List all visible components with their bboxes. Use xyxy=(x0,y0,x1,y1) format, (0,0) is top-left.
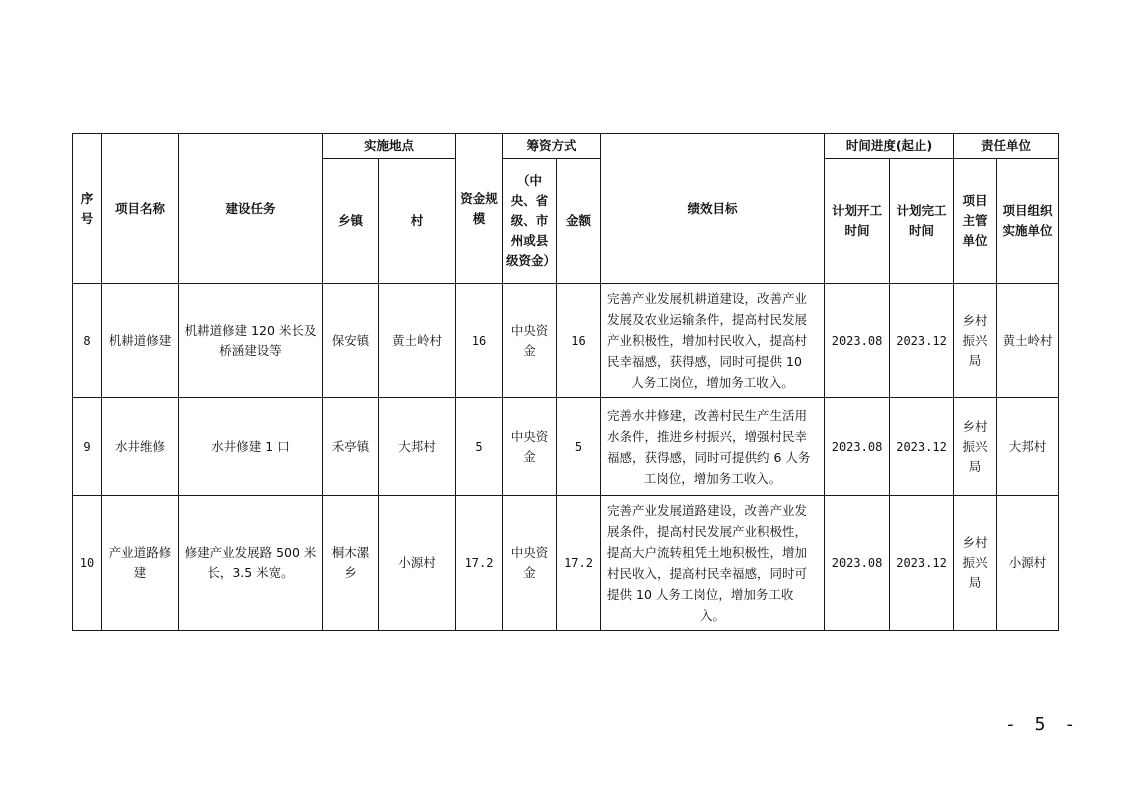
header-fund-source: （中央、省级、市州或县级资金） xyxy=(503,159,557,284)
performance-text: 完善产业发展道路建设，改善产业发展条件，提高村民发展产业积极性，提高大户流转租凭土地积极性，增加村民收入，提高村民幸福感，同时可提供 10 人务工岗位，增加务工收入。 xyxy=(607,503,808,623)
cell-task: 水井修建 1 口 xyxy=(179,398,323,496)
cell-project-name: 产业道路修建 xyxy=(102,496,179,631)
cell-plan-start: 2023.08 xyxy=(825,496,890,631)
header-implementer: 项目组织实施单位 xyxy=(997,159,1059,284)
header-performance: 绩效目标 xyxy=(601,134,825,284)
cell-fund-source: 中央资金 xyxy=(503,496,557,631)
cell-village: 小源村 xyxy=(379,496,456,631)
cell-town: 禾亭镇 xyxy=(323,398,379,496)
cell-implementer: 小源村 xyxy=(997,496,1059,631)
cell-plan-start: 2023.08 xyxy=(825,398,890,496)
cell-fund-scale: 5 xyxy=(456,398,503,496)
cell-implementer: 黄土岭村 xyxy=(997,284,1059,398)
cell-supervisor: 乡村振兴局 xyxy=(954,284,997,398)
cell-performance xyxy=(601,496,825,631)
header-location: 实施地点 xyxy=(323,134,456,159)
cell-supervisor: 乡村振兴局 xyxy=(954,496,997,631)
header-responsible: 责任单位 xyxy=(954,134,1059,159)
header-town: 乡镇 xyxy=(323,159,379,284)
cell-seq: 10 xyxy=(73,496,102,631)
cell-village: 大邦村 xyxy=(379,398,456,496)
header-plan-start: 计划开工时间 xyxy=(825,159,890,284)
header-plan-end: 计划完工时间 xyxy=(890,159,954,284)
table-row xyxy=(73,284,1059,398)
cell-plan-end: 2023.12 xyxy=(890,284,954,398)
cell-performance xyxy=(601,284,825,398)
page-number: - 5 - xyxy=(1005,714,1080,735)
cell-plan-start: 2023.08 xyxy=(825,284,890,398)
cell-implementer: 大邦村 xyxy=(997,398,1059,496)
cell-town: 桐木漯乡 xyxy=(323,496,379,631)
cell-amount: 5 xyxy=(557,398,601,496)
header-seq: 序号 xyxy=(73,134,102,284)
header-village: 村 xyxy=(379,159,456,284)
table-row xyxy=(73,398,1059,496)
project-table xyxy=(72,133,1059,631)
header-amount: 金额 xyxy=(557,159,601,284)
header-funding-method: 筹资方式 xyxy=(503,134,601,159)
performance-text: 完善水井修建，改善村民生产生活用水条件，推进乡村振兴，增强村民幸福感，获得感，同时可提供约 6 人务工岗位，增加务工收入。 xyxy=(607,407,811,486)
header-fund-scale: 资金规模 xyxy=(456,134,503,284)
cell-fund-scale: 17.2 xyxy=(456,496,503,631)
cell-amount: 16 xyxy=(557,284,601,398)
table-row xyxy=(73,496,1059,631)
performance-text: 完善产业发展机耕道建设，改善产业发展及农业运输条件，提高村民发展产业积极性，增加村民收入，提高村民幸福感，获得感，同时可提供 10 人务工岗位，增加务工收入。 xyxy=(607,291,808,390)
cell-project-name: 水井维修 xyxy=(102,398,179,496)
cell-performance xyxy=(601,398,825,496)
cell-amount: 17.2 xyxy=(557,496,601,631)
header-schedule: 时间进度(起止) xyxy=(825,134,954,159)
cell-town: 保安镇 xyxy=(323,284,379,398)
cell-supervisor: 乡村振兴局 xyxy=(954,398,997,496)
cell-plan-end: 2023.12 xyxy=(890,398,954,496)
cell-task: 机耕道修建 120 米长及桥涵建设等 xyxy=(179,284,323,398)
cell-task: 修建产业发展路 500 米长，3.5 米宽。 xyxy=(179,496,323,631)
cell-project-name: 机耕道修建 xyxy=(102,284,179,398)
cell-fund-source: 中央资金 xyxy=(503,398,557,496)
cell-seq: 8 xyxy=(73,284,102,398)
cell-seq: 9 xyxy=(73,398,102,496)
cell-plan-end: 2023.12 xyxy=(890,496,954,631)
cell-village: 黄土岭村 xyxy=(379,284,456,398)
header-task: 建设任务 xyxy=(179,134,323,284)
header-supervisor: 项目主管单位 xyxy=(954,159,997,284)
header-project-name: 项目名称 xyxy=(102,134,179,284)
cell-fund-source: 中央资金 xyxy=(503,284,557,398)
cell-fund-scale: 16 xyxy=(456,284,503,398)
